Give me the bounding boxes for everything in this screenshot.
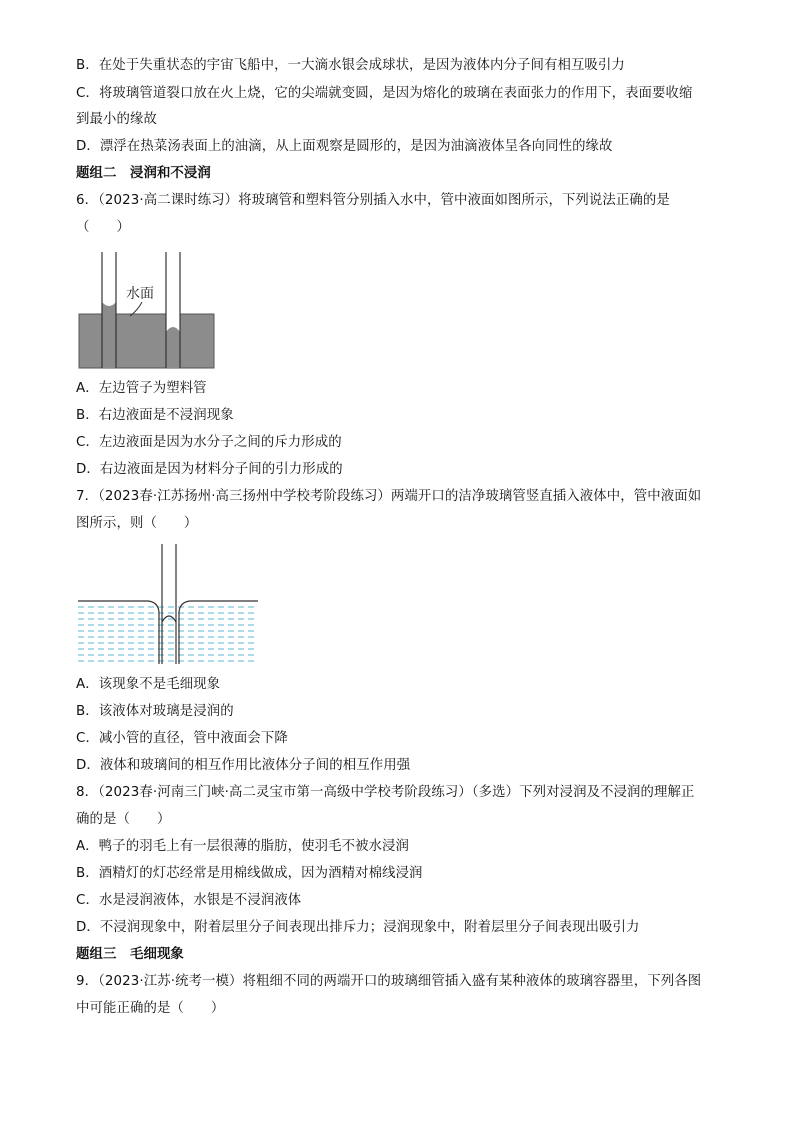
q6-water-surface-label: 水面: [126, 286, 154, 302]
q8-option-a: A．鸭子的羽毛上有一层很薄的脂肪，使羽毛不被水浸润: [76, 839, 410, 854]
q7-option-b: B．该液体对玻璃是浸润的: [76, 704, 234, 719]
q6-right-plastic-tube: [166, 252, 180, 368]
q8-stem-line1: 8．（2023春·河南三门峡·高二灵宝市第一高级中学校考阶段练习）（多选）下列对浸润及不浸润的理解正: [76, 785, 695, 800]
q7-option-d: D．液体和玻璃间的相互作用比液体分子间的相互作用强: [76, 758, 411, 773]
q7-stem-line1: 7．（2023春·江苏扬州·高三扬州中学校考阶段练习）两端开口的洁净玻璃管竖直插入液体中，管中液面如: [76, 489, 702, 504]
section-heading-group3: 题组三 毛细现象: [76, 947, 184, 962]
q6-option-a: A．左边管子为塑料管: [76, 381, 207, 396]
q7-figure-tube-in-liquid: [78, 544, 260, 666]
q8-option-b: B．酒精灯的灯芯经常是用棉线做成，因为酒精对棉线浸润: [76, 866, 423, 881]
q7-liquid-body: [78, 602, 258, 664]
q8-option-d: D．不浸润现象中，附着层里分子间表现出排斥力；浸润现象中，附着层里分子间表现出吸引力: [76, 920, 640, 935]
q6-option-d: D．右边液面是因为材料分子间的引力形成的: [76, 462, 343, 477]
q6-left-glass-tube: [102, 252, 116, 368]
q7-option-c: C．减小管的直径，管中液面会下降: [76, 731, 288, 746]
q5-option-c-line2: 到最小的缘故: [76, 112, 157, 127]
q6-option-c: C．左边液面是因为水分子之间的斥力形成的: [76, 435, 342, 450]
q8-option-c: C．水是浸润液体，水银是不浸润液体: [76, 893, 302, 908]
q8-stem-line2: 确的是（ ）: [76, 812, 171, 827]
q6-option-b: B．右边液面是不浸润现象: [76, 408, 234, 423]
q5-option-c-line1: C．将玻璃管道裂口放在火上烧，它的尖端就变圆，是因为熔化的玻璃在表面张力的作用下，表面要收缩: [76, 86, 693, 101]
q6-figure-tubes-in-water: [78, 250, 218, 370]
section-heading-group2: 题组二 浸润和不浸润: [76, 166, 211, 181]
q9-stem-line1: 9．（2023·江苏·统考一模）将粗细不同的两端开口的玻璃细管插入盛有某种液体的玻璃容器里，下列各图: [76, 974, 702, 989]
q6-stem-line1: 6．（2023·高二课时练习）将玻璃管和塑料管分别插入水中，管中液面如图所示，下列说法正确的是: [76, 193, 670, 208]
q7-option-a: A．该现象不是毛细现象: [76, 677, 221, 692]
q6-water-body: [79, 314, 214, 368]
q5-option-d: D．漂浮在热菜汤表面上的油滴，从上面观察是圆形的，是因为油滴液体呈各向同性的缘故: [76, 139, 613, 154]
q6-stem-line2: （ ）: [76, 220, 130, 235]
q7-stem-line2: 图所示，则（ ）: [76, 516, 198, 531]
q5-option-b: B．在处于失重状态的宇宙飞船中，一大滴水银会成球状，是因为液体内分子间有相互吸引力: [76, 58, 625, 73]
q9-stem-line2: 中可能正确的是（ ）: [76, 1001, 225, 1016]
